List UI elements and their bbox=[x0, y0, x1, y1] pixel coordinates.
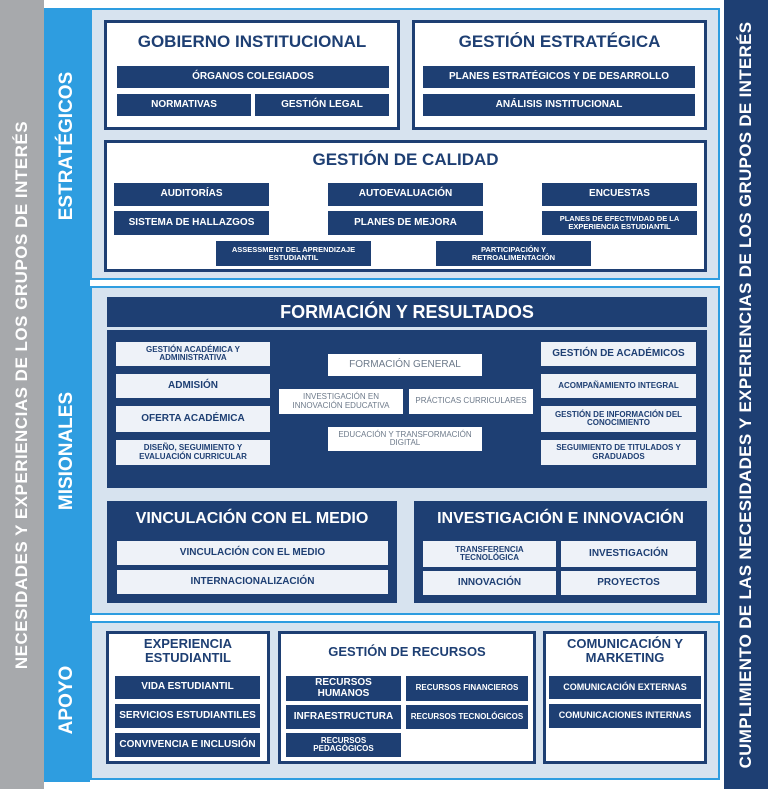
box-acompanamiento-integral: ACOMPAÑAMIENTO INTEGRAL bbox=[541, 374, 696, 398]
investigacion-title: INVESTIGACIÓN E INNOVACIÓN bbox=[414, 505, 707, 533]
box-organos-colegiados: ÓRGANOS COLEGIADOS bbox=[117, 66, 389, 88]
comunicacion-title: COMUNICACIÓN Y MARKETING bbox=[566, 636, 684, 665]
box-oferta-academica: OFERTA ACADÉMICA bbox=[116, 406, 270, 432]
vinculacion-title: VINCULACIÓN CON EL MEDIO bbox=[107, 505, 397, 533]
box-servicios-estudiantiles: SERVICIOS ESTUDIANTILES bbox=[115, 704, 260, 728]
recursos-title: GESTIÓN DE RECURSOS bbox=[328, 643, 486, 659]
left-strip bbox=[0, 0, 44, 789]
box-planes-estrategicos: PLANES ESTRATÉGICOS Y DE DESARROLLO bbox=[423, 66, 695, 88]
box-participacion: PARTICIPACIÓN Y RETROALIMENTACIÓN bbox=[436, 241, 591, 266]
box-formacion-general: FORMACIÓN GENERAL bbox=[328, 354, 482, 376]
box-recursos-humanos: RECURSOS HUMANOS bbox=[286, 676, 401, 701]
box-autoevaluacion: AUTOEVALUACIÓN bbox=[328, 183, 483, 206]
box-proyectos: PROYECTOS bbox=[561, 571, 696, 595]
gobierno-title: GOBIERNO INSTITUCIONAL bbox=[137, 32, 367, 51]
gestion-calidad-title: GESTIÓN DE CALIDAD bbox=[312, 150, 499, 169]
box-educacion-transformacion-digital: EDUCACIÓN Y TRANSFORMACIÓN DIGITAL bbox=[328, 427, 482, 451]
box-normativas: NORMATIVAS bbox=[117, 94, 251, 116]
lane-apoyo-label: APOYO bbox=[56, 665, 77, 735]
box-convivencia-inclusion: CONVIVENCIA E INCLUSIÓN bbox=[115, 733, 260, 757]
box-recursos-tecnologicos: RECURSOS TECNOLÓGICOS bbox=[406, 705, 528, 729]
box-gestion-academicos: GESTIÓN DE ACADÉMICOS bbox=[541, 342, 696, 366]
box-recursos-pedagogicos: RECURSOS PEDAGÓGICOS bbox=[286, 733, 401, 757]
experiencia-title: EXPERIENCIA ESTUDIANTIL bbox=[143, 636, 233, 665]
box-innovacion: INNOVACIÓN bbox=[423, 571, 556, 595]
box-comunicaciones-internas: COMUNICACIONES INTERNAS bbox=[549, 704, 701, 728]
lane-estrategicos bbox=[44, 8, 90, 283]
box-recursos-financieros: RECURSOS FINANCIEROS bbox=[406, 676, 528, 701]
box-vinculacion-medio: VINCULACIÓN CON EL MEDIO bbox=[117, 541, 388, 565]
lane-estrategicos-label: ESTRATÉGICOS bbox=[56, 71, 77, 220]
box-planes-mejora: PLANES DE MEJORA bbox=[328, 211, 483, 235]
lane-misionales bbox=[44, 283, 90, 618]
box-analisis-institucional: ANÁLISIS INSTITUCIONAL bbox=[423, 94, 695, 116]
box-encuestas: ENCUESTAS bbox=[542, 183, 697, 206]
lane-apoyo bbox=[44, 618, 90, 782]
box-investigacion: INVESTIGACIÓN bbox=[561, 541, 696, 567]
formacion-title: FORMACIÓN Y RESULTADOS bbox=[107, 297, 707, 327]
box-practicas-curriculares: PRÁCTICAS CURRICULARES bbox=[409, 389, 533, 414]
box-admision: ADMISIÓN bbox=[116, 374, 270, 398]
box-auditorias: AUDITORÍAS bbox=[114, 183, 269, 206]
box-internacionalizacion: INTERNACIONALIZACIÓN bbox=[117, 570, 388, 594]
box-assessment: ASSESSMENT DEL APRENDIZAJE ESTUDIANTIL bbox=[216, 241, 371, 266]
left-strip-label: NECESIDADES Y EXPERIENCIAS DE LOS GRUPOS DE INTERÉS bbox=[12, 120, 31, 669]
right-strip bbox=[724, 0, 768, 789]
box-infraestructura: INFRAESTRUCTURA bbox=[286, 705, 401, 729]
box-planes-efectividad: PLANES DE EFECTIVIDAD DE LA EXPERIENCIA ESTUDIANTIL bbox=[542, 211, 697, 235]
box-seguimiento-titulados: SEGUIMIENTO DE TITULADOS Y GRADUADOS bbox=[541, 440, 696, 465]
box-gestion-legal: GESTIÓN LEGAL bbox=[255, 94, 389, 116]
right-strip-label: CUMPLIMIENTO DE LAS NECESIDADES Y EXPERIENCIAS DE LOS GRUPOS DE INTERÉS bbox=[736, 21, 755, 768]
box-gestion-academica-administrativa: GESTIÓN ACADÉMICA Y ADMINISTRATIVA bbox=[116, 342, 270, 366]
box-transferencia-tecnologica: TRANSFERENCIA TECNOLÓGICA bbox=[423, 541, 556, 567]
box-gestion-informacion-conocimiento: GESTIÓN DE INFORMACIÓN DEL CONOCIMIENTO bbox=[541, 406, 696, 432]
box-comunicacion-externas: COMUNICACIÓN EXTERNAS bbox=[549, 676, 701, 699]
gestion-estrategica-title: GESTIÓN ESTRATÉGICA bbox=[458, 32, 661, 51]
box-investigacion-innovacion-educativa: INVESTIGACIÓN EN INNOVACIÓN EDUCATIVA bbox=[279, 389, 403, 414]
box-sistema-hallazgos: SISTEMA DE HALLAZGOS bbox=[114, 211, 269, 235]
box-vida-estudiantil: VIDA ESTUDIANTIL bbox=[115, 676, 260, 699]
box-diseno-seguimiento: DISEÑO, SEGUIMIENTO Y EVALUACIÓN CURRICULAR bbox=[116, 440, 270, 465]
lane-misionales-label: MISIONALES bbox=[56, 391, 77, 510]
